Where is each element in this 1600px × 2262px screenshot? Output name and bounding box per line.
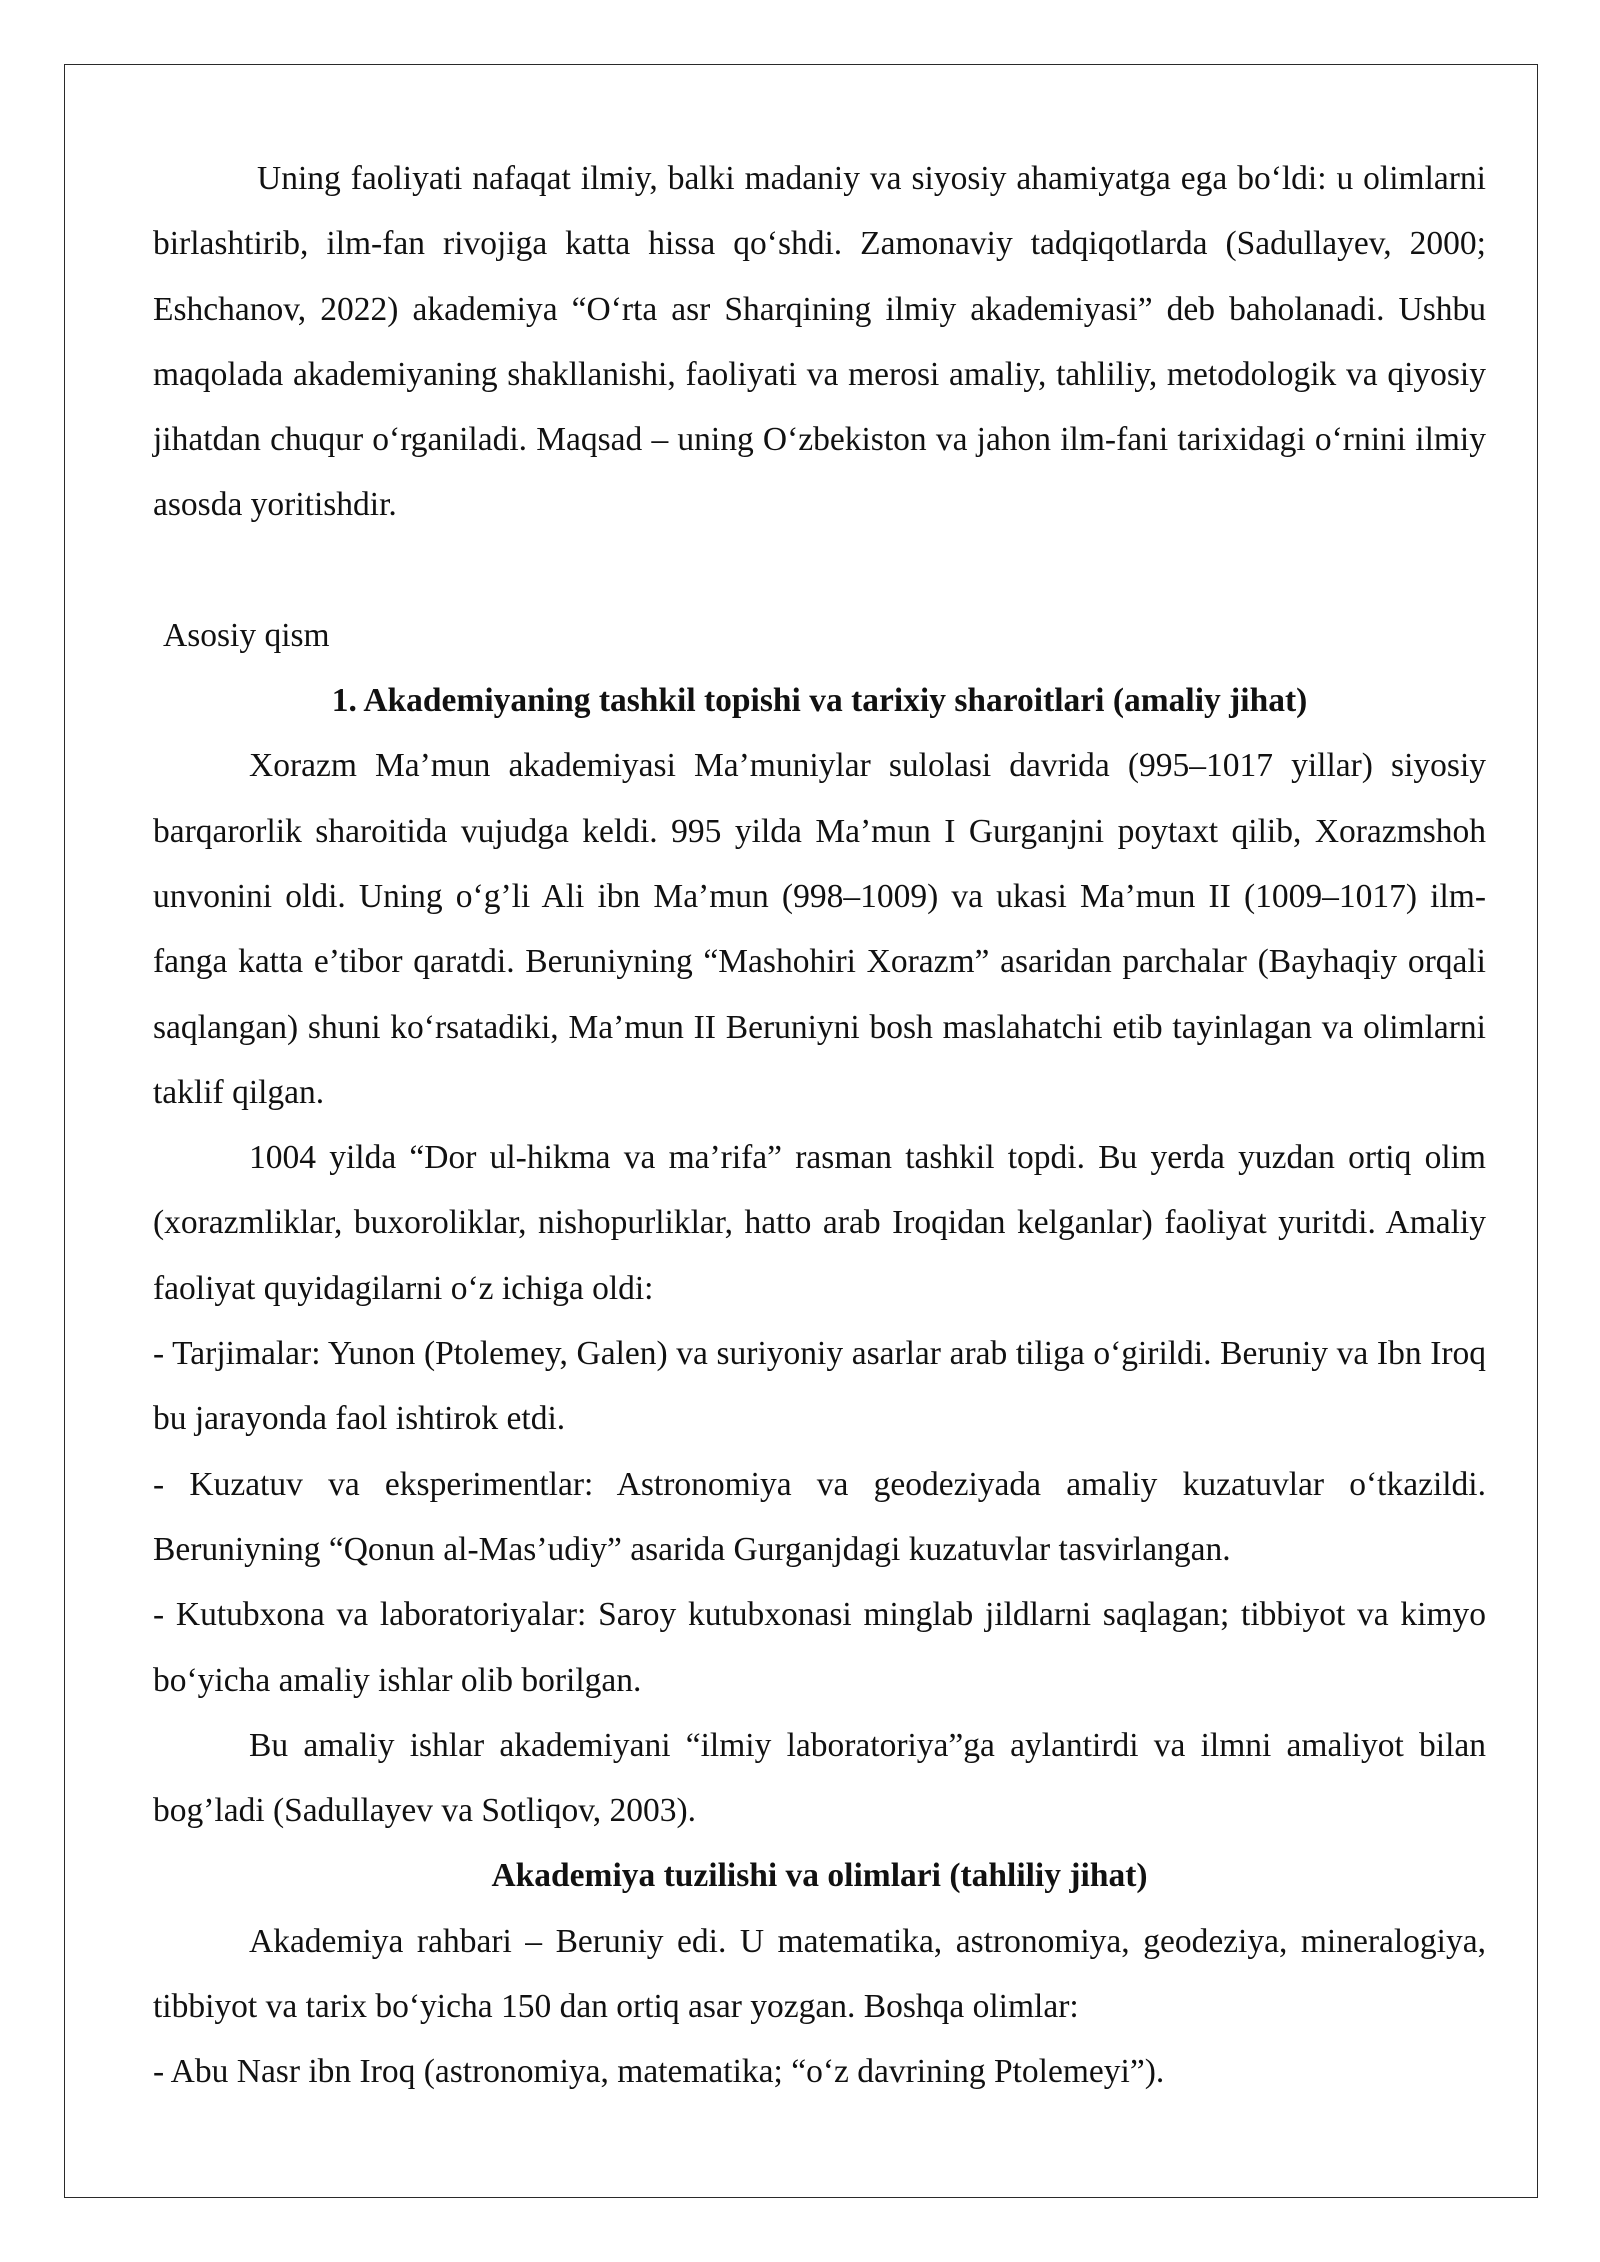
list-item-ibn-iroq: - Abu Nasr ibn Iroq (astronomiya, matematika; “o‘z davrining Ptolemeyi”).	[153, 2053, 1165, 2091]
list-item-observations: - Kuzatuv va eksperimentlar: Astronomiya va geodeziyada amaliy kuzatuvlar o‘tkazildi. Beruniyning “Qonun al-Mas’udiy” asarida Gurganjdagi kuzatuvlar tasvirlangan.	[153, 1465, 1486, 1568]
intro-paragraph: Uning faoliyati nafaqat ilmiy, balki madaniy va siyosiy ahamiyatga ega bo‘ldi: u olimlarni birlashtirib, ilm-fan rivojiga katta hissa qo‘shdi. Zamonaviy tadqiqotlarda (Sadullayev, 2000; Eshchanov, 2022) akademiya “O‘rta asr Sharqining ilmiy akademiyasi” deb baholanadi. Ushbu maqolada akademiyaning shakllanishi, faoliyati va merosi amaliy, tahliliy, metodologik va qiyosiy jihatdan chuqur o‘rganiladi. Maqsad – uning O‘zbekiston va jahon ilm-fani tarixidagi o‘rnini ilmiy asosda yoritishdir.	[153, 160, 1486, 524]
section-1-paragraph-1: Xorazm Ma’mun akademiyasi Ma’muniylar sulolasi davrida (995–1017 yillar) siyosiy barqarorlik sharoitida vujudga keldi. 995 yilda Ma’mun I Gurganjni poytaxt qilib, Xorazmshoh unvonini oldi. Uning o‘g’li Ali ibn Ma’mun (998–1009) va ukasi Ma’mun II (1009–1017) ilm-fanga katta e’tibor qaratdi. Beruniyning “Mashohiri Xorazm” asaridan parchalar (Bayhaqiy orqali saqlangan) shuni ko‘rsatadiki, Ma’mun II Beruniyni bosh maslahatchi etib tayinlagan va olimlarni taklif qilgan.	[153, 747, 1486, 1111]
section-1-paragraph-3: Bu amaliy ishlar akademiyani “ilmiy laboratoriya”ga aylantirdi va ilmni amaliyot bilan bog’ladi (Sadullayev va Sotliqov, 2003).	[153, 1726, 1486, 1830]
paragraph-spacer	[153, 538, 1486, 603]
section-1-heading: 1. Akademiyaning tashkil topishi va tarixiy sharoitlari (amaliy jihat)	[331, 682, 1308, 720]
section-2-paragraph-1: Akademiya rahbari – Beruniy edi. U matematika, astronomiya, geodeziya, mineralogiya, tibbiyot va tarix bo‘yicha 150 dan ortiq asar yozgan. Boshqa olimlar:	[153, 1922, 1486, 2026]
list-item-translations: - Tarjimalar: Yunon (Ptolemey, Galen) va suriyoniy asarlar arab tiliga o‘girildi. Beruniy va Ibn Iroq bu jarayonda faol ishtirok etdi.	[153, 1335, 1486, 1438]
list-item-library: - Kutubxona va laboratoriyalar: Saroy kutubxonasi minglab jildlarni saqlagan; tibbiyot va kimyo bo‘yicha amaliy ishlar olib borilgan.	[153, 1596, 1486, 1699]
main-part-label: Asosiy qism	[163, 616, 330, 654]
section-1-paragraph-2: 1004 yilda “Dor ul-hikma va ma’rifa” rasman tashkil topdi. Bu yerda yuzdan ortiq olim (xorazmliklar, buxoroliklar, nishopurliklar, hatto arab Iroqidan kelganlar) faoliyat yuritdi. Amaliy faoliyat quyidagilarni o‘z ichiga oldi:	[153, 1139, 1486, 1307]
document-body	[153, 146, 1486, 2105]
section-2-heading: Akademiya tuzilishi va olimlari (tahliliy jihat)	[491, 1857, 1148, 1895]
